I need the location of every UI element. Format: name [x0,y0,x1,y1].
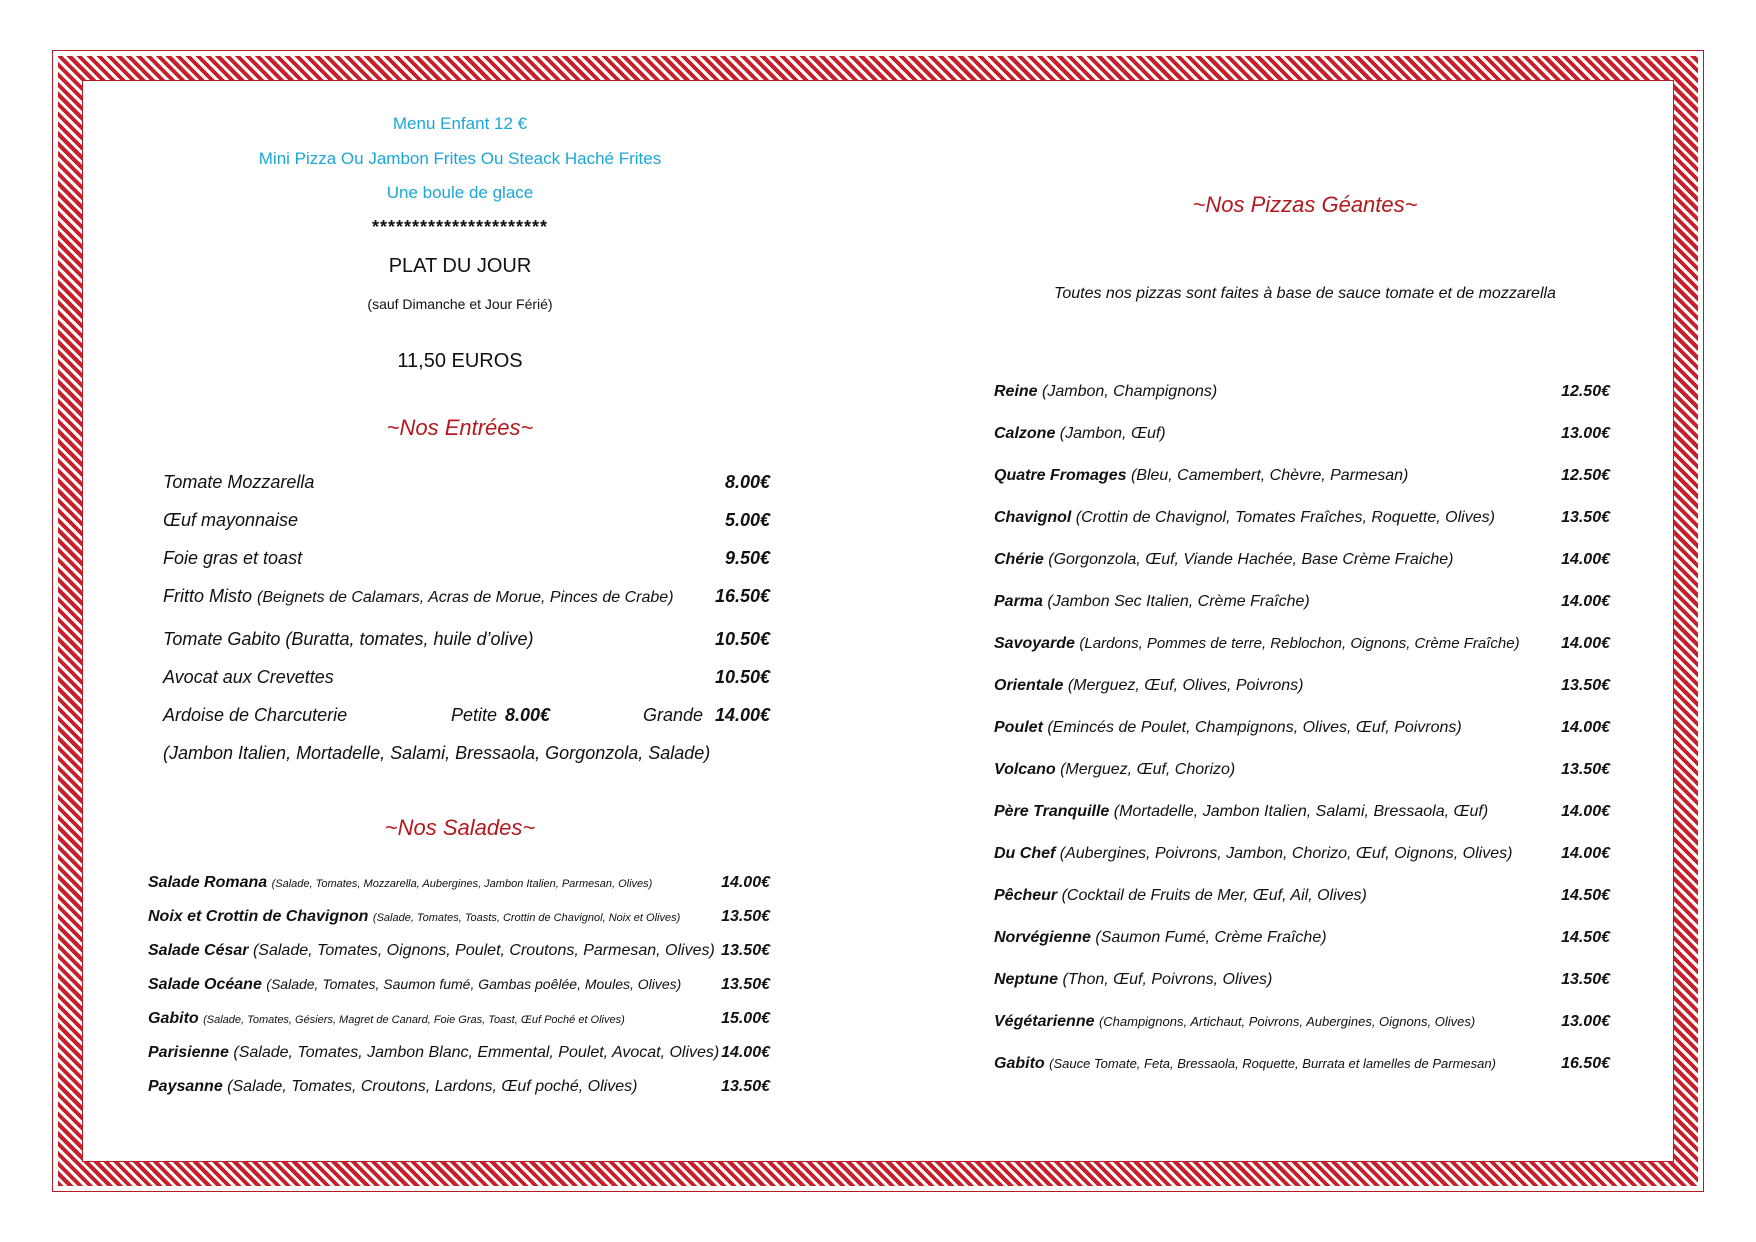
pizza-item-name: Père Tranquille [994,803,1110,820]
pizza-item-price: 12.50€ [1561,467,1610,484]
pizza-item-price: 14.00€ [1561,719,1610,736]
pizza-item-price: 13.50€ [1561,677,1610,694]
pizza-item-desc: (Jambon, Champignons) [1042,383,1218,400]
pizza-item-desc: (Bleu, Camembert, Chèvre, Parmesan) [1130,467,1409,484]
entree-item-desc: (Beignets de Calamars, Acras de Morue, Pinces de Crabe) [257,589,674,606]
pizzas-subtitle: Toutes nos pizzas sont faites à base de sauce tomate et de mozzarella [1054,285,1556,302]
salade-item-name: Parisienne [148,1044,229,1061]
salade-item-name: Salade Océane [148,976,262,993]
pizza-item-name: Végétarienne [994,1013,1095,1030]
pizza-item-name: Chavignol [994,509,1072,526]
pizza-item-price: 13.50€ [1561,971,1610,988]
salade-item [148,908,680,926]
pizza-item-price: 13.50€ [1561,761,1610,778]
text-span: Avocat aux Crevettes [163,667,334,687]
pizza-item [994,593,1310,611]
pizza-item-desc: (Gorgonzola, Œuf, Viande Hachée, Base Crème Fraiche) [1048,551,1454,568]
salade-item-name: Gabito [148,1010,199,1027]
salade-item-name: Noix et Crottin de Chavignon [148,908,369,925]
pizza-item-name: Norvégienne [994,929,1091,946]
pizza-item-desc: (Jambon Sec Italien, Crème Fraîche) [1047,593,1310,610]
entree-item-price: 10.50€ [714,629,770,649]
pizza-item [994,761,1235,779]
pizza-item-desc: (Mortadelle, Jambon Italien, Salami, Bressaola, Œuf) [1113,803,1489,820]
pizza-item [994,467,1408,485]
pizza-item-name: Orientale [994,677,1064,694]
pizza-item-name: Chérie [994,551,1044,568]
pizza-item-desc: (Thon, Œuf, Poivrons, Olives) [1062,971,1273,988]
ardoise-grande-label: Grande [643,705,704,725]
salade-item-price: 13.50€ [721,942,770,959]
salade-item-name: Salade César [148,942,249,959]
pizza-item-desc: (Merguez, Œuf, Chorizo) [1060,761,1236,778]
pizza-item [994,551,1453,569]
salade-item-desc: (Salade, Tomates, Croutons, Lardons, Œuf poché, Olives) [227,1078,638,1095]
entrees-title: ~Nos Entrées~ [386,415,534,440]
pizza-item-price: 14.00€ [1561,635,1610,652]
pizza-item [994,1055,1496,1073]
entree-item [163,586,674,607]
pizza-item-desc: (Crottin de Chavignol, Tomates Fraîches, Roquette, Olives) [1075,509,1495,526]
pizza-item [994,929,1327,947]
text-span: Œuf mayonnaise [163,510,299,530]
pizza-item [994,383,1217,401]
salade-item-desc: (Salade, Tomates, Saumon fumé, Gambas poêlée, Moules, Olives) [266,976,682,992]
pizza-item-name: Du Chef [994,845,1056,862]
pizza-item-name: Savoyarde [994,635,1075,652]
plat-du-jour-title: PLAT DU JOUR [388,255,532,277]
pizza-item [994,845,1512,863]
salade-item-desc: (Salade, Tomates, Jambon Blanc, Emmental, Poulet, Avocat, Olives) [233,1044,720,1061]
entree-item [163,629,534,650]
plat-du-jour-note: (sauf Dimanche et Jour Férié) [367,296,553,312]
ardoise-petite-label: Petite [451,705,498,725]
ardoise-petite-price: 8.00€ [505,705,551,725]
pizza-item-price: 14.50€ [1561,887,1610,904]
pizza-item-desc: (Jambon, Œuf) [1059,425,1166,442]
entree-item-name [163,472,314,493]
salade-item [148,1078,637,1096]
pizza-item [994,509,1495,527]
entree-item-desc: (Buratta, tomates, huile d’olive) [285,629,534,649]
pizza-item [994,719,1462,737]
pizza-item-price: 12.50€ [1561,383,1610,400]
entree-item-price: 16.50€ [714,586,770,606]
ardoise-grande-price: 14.00€ [714,705,770,725]
menu-enfant-line2: Une boule de glace [386,183,534,202]
pizza-item-desc: (Aubergines, Poivrons, Jambon, Chorizo, Œuf, Oignons, Olives) [1059,845,1513,862]
salade-item [148,1010,625,1028]
pizza-item-name: Reine [994,383,1038,400]
pizza-item [994,677,1303,695]
entree-item-name [163,548,302,569]
entree-item-price: 8.00€ [724,472,770,492]
entree-item-name: Fritto Misto [163,586,253,606]
menu-enfant-line1: Mini Pizza Ou Jambon Frites Ou Steack Haché Frites [258,149,662,168]
pizza-item-price: 13.50€ [1561,509,1610,526]
salade-item [148,874,652,892]
pizza-item-name: Pêcheur [994,887,1058,904]
salade-item-price: 13.50€ [721,1078,770,1095]
text-span: Tomate Mozzarella [163,472,315,492]
salade-item-price: 13.50€ [721,976,770,993]
ardoise-name: Ardoise de Charcuterie [163,705,348,725]
pizzas-title: ~Nos Pizzas Géantes~ [1192,192,1418,217]
pizza-item-name: Quatre Fromages [994,467,1127,484]
separator: ********************** [371,217,549,237]
pizza-item-price: 14.00€ [1561,803,1610,820]
pizza-item-desc: (Lardons, Pommes de terre, Reblochon, Oignons, Crème Fraîche) [1079,635,1520,652]
pizza-item-name: Neptune [994,971,1058,988]
salade-item-price: 13.50€ [721,908,770,925]
entree-item-price: 9.50€ [724,548,770,568]
menu-page [82,80,1674,1162]
salade-item-name: Paysanne [148,1078,223,1095]
pizza-item-name: Poulet [994,719,1043,736]
entree-item-name [163,667,334,688]
pizza-item [994,425,1166,443]
pizza-item [994,803,1488,821]
pizza-item-name: Parma [994,593,1043,610]
pizza-item-price: 13.00€ [1561,1013,1610,1030]
pizza-item-name: Gabito [994,1055,1045,1072]
pizza-item-price: 13.00€ [1561,425,1610,442]
pizza-item-price: 14.50€ [1561,929,1610,946]
text-span: Foie gras et toast [163,548,303,568]
pizza-item [994,971,1272,989]
entree-item-name [163,510,298,531]
salade-item-desc: (Salade, Tomates, Gésiers, Magret de Canard, Foie Gras, Toast, Œuf Poché et Olives) [203,1014,625,1026]
pizza-item-desc: (Merguez, Œuf, Olives, Poivrons) [1067,677,1304,694]
menu-enfant-title: Menu Enfant 12 € [392,114,528,133]
salades-title: ~Nos Salades~ [384,815,536,840]
entree-item-price: 5.00€ [724,510,770,530]
pizza-item-desc: (Saumon Fumé, Crème Fraîche) [1095,929,1327,946]
plat-du-jour-price: 11,50 EUROS [397,350,523,372]
salade-item-desc: (Salade, Tomates, Toasts, Crottin de Chavignol, Noix et Olives) [372,912,681,924]
pizza-item-price: 14.00€ [1561,845,1610,862]
entree-item-price: 10.50€ [714,667,770,687]
salade-item [148,976,681,994]
pizza-item-name: Calzone [994,425,1056,442]
salade-item-price: 15.00€ [721,1010,770,1027]
pizza-item-desc: (Cocktail de Fruits de Mer, Œuf, Ail, Olives) [1061,887,1367,904]
salade-item-name: Salade Romana [148,874,268,891]
pizza-item [994,1013,1475,1031]
pizza-item-desc: (Sauce Tomate, Feta, Bressaola, Roquette, Burrata et lamelles de Parmesan) [1049,1056,1496,1071]
salade-item-price: 14.00€ [721,1044,770,1061]
pizza-item-desc: (Emincés de Poulet, Champignons, Olives, Œuf, Poivrons) [1047,719,1462,736]
pizza-item [994,887,1367,905]
entree-item-name: Tomate Gabito [163,629,281,649]
ardoise-desc: (Jambon Italien, Mortadelle, Salami, Bressaola, Gorgonzola, Salade) [163,743,711,763]
salade-item-desc: (Salade, Tomates, Mozzarella, Aubergines, Jambon Italien, Parmesan, Olives) [271,878,653,890]
pizza-item-price: 14.00€ [1561,551,1610,568]
pizza-item-desc: (Champignons, Artichaut, Poivrons, Aubergines, Oignons, Olives) [1098,1014,1476,1029]
salade-item-price: 14.00€ [721,874,770,891]
salade-item-desc: (Salade, Tomates, Oignons, Poulet, Croutons, Parmesan, Olives) [252,942,715,959]
pizza-item-price: 14.00€ [1561,593,1610,610]
pizza-item-price: 16.50€ [1561,1055,1610,1072]
pizza-item [994,635,1520,653]
pizza-item-name: Volcano [994,761,1056,778]
